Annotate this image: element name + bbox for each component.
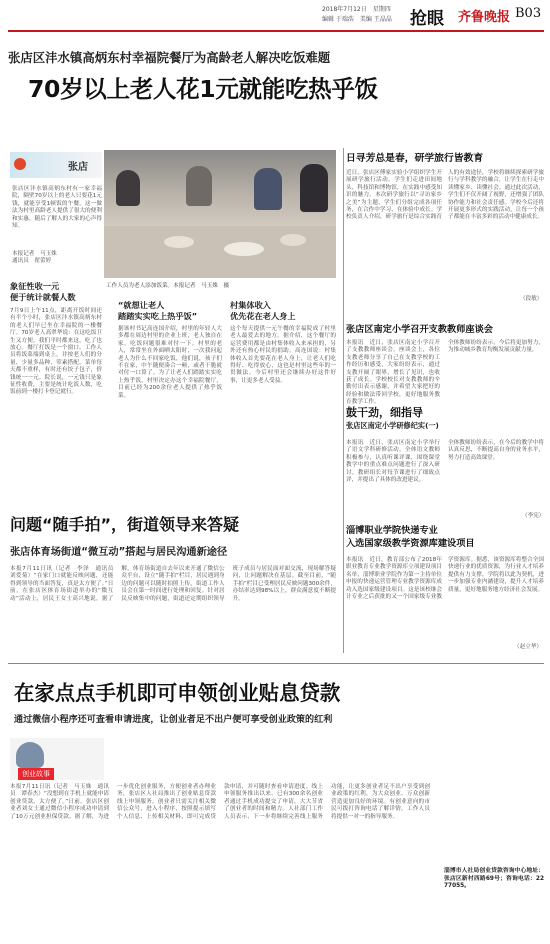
person-icon <box>16 742 44 768</box>
col3-title: 村集体收入 优先花在老人身上 <box>230 300 296 321</box>
page-date: 2018年7月12日 星期四 <box>322 6 391 13</box>
logo-text: 张店 <box>68 162 88 173</box>
story1-kicker: 张店区沣水镇高炳东村幸福院餐厅为高龄老人解决吃饭难题 <box>8 50 331 65</box>
story7-headline: 在家点点手机即可申领创业贴息贷款 <box>14 681 341 705</box>
photo-table <box>104 226 336 278</box>
story4-headline: 张店区南定小学召开支教教师座谈会 <box>346 324 493 335</box>
story7-tag-label: 创业故事 <box>18 768 54 780</box>
right-column-rule <box>343 148 344 653</box>
story5-body: 本报讯 近日，张店区南定小学举行了语文学科研修活动。全体语文教师积极参与，认真听课评课，围绕课堂教学中的重点难点问题进行了深入研讨。教研组长对每节课进行了细致点评，并提出了具体的改进建议。 <box>346 440 440 484</box>
story2-body: 本报7月11日讯（记者 李泽 通讯员 刘爱菊）“在家门口就能反映问题，还能得到领导的当面答复，真是太方便了。”日前，在张店区体育场街道举办的“微互动”活动上，居民王女士高兴地说。据了解，体育场街道自去年以来开通了微信公众平台，设立“随手拍”栏目，居民遇到身边的问题可以随时拍照上传，街道工作人员会在第一时间进行处理和回复。针对居民反映集中的问题，街道还定期组织领导班子成员与居民面对面交流，现场解答疑问，让问题解决在基层。截至目前，“随手拍”栏目已受理居民反映问题300余件，办结率达到98%以上，群众满意度不断提升。 <box>10 566 336 602</box>
story3-source: （段敏） <box>520 296 543 302</box>
story7-tag-box <box>10 738 104 780</box>
story7-body: 本报7月11日讯（记者 马玉姝 通讯员 谭春杰）“没想到在手机上就能申请创业贷款，太方便了。”日前，张店区创业者刘女士通过微信小程序成功申请到了10万元创业担保贷款。据了解，为进一步优化创业服务，方便创业者办理业务，张店区人社局推出了创业贴息贷款线上申领服务。创业者只需关注相关微信公众号，进入小程序，按照提示填写个人信息、上传相关材料，即可完成贷款申请，并可随时查看申请进度。线上申领服务推出以来，已有300余名创业者通过手机成功提交了申请，大大节省了创业者的时间和精力。人社部门工作人员表示，下一步将继续完善线上服务功能，让更多创业者足不出户享受到创业政策的红利，为大众创业、万众创新营造更加良好的环境。有创业意向的市民可拨打咨询电话了解详情，工作人员将提供一对一的指导服务。 <box>10 784 430 820</box>
top-rule <box>8 30 544 32</box>
story1-logo <box>10 152 102 178</box>
story5-subhead: 张店区南定小学研修纪实(一) <box>346 421 439 430</box>
story6-body: 本报讯 近日，教育部公布了2018年职业教育专业教学资源库立项建设项目名单，淄博职业学院作为第一主持单位申报的快递运营管理专业教学资源库成功入选国家级建设项目。这是该校继会计专业之后获批的又一个国家级专业教学资源库。据悉，该资源库将整合全国快递行业的优质资源，为行业人才培养提供有力支撑。学院将以此为契机，进一步加强专业内涵建设，提升人才培养质量，更好地服务地方经济社会发展。 <box>346 557 544 601</box>
photo-person-1 <box>116 170 140 206</box>
story7-subhead: 通过微信小程序还可查看申请进度，让创业者足不出户便可享受创业政策的红利 <box>14 715 333 725</box>
story5-extra: 全体教师纷纷表示，在今后的教学中将认真反思，不断提高自身的业务水平，努力打造高效课堂。 <box>448 440 544 461</box>
photo-person-3 <box>254 168 282 210</box>
photo-person-2 <box>186 166 212 206</box>
photo-bowl-2 <box>224 242 264 256</box>
page-number: B03 <box>515 6 542 21</box>
story7-top-rule <box>8 663 544 664</box>
story1-photo-caption: 工作人员为老人添加饭菜。本报记者 马玉姝 摄 <box>106 283 230 289</box>
col3-body: 这个每天提供一元午餐的幸福院成了村里老人最爱去的地方。据介绍，这个餐厅的运营费用都是由村集体收入来承担的，另外还有热心村民的捐助。高连国说：村集体收入首先要花在老人身上，让老人们吃得好、吃得放心，这也是村里这些年的一贯做法。今后村里还会继续办好这件好事，让更多老人受益。 <box>230 326 336 384</box>
story1-headline: 70岁以上老人花1元就能吃热乎饭 <box>28 75 378 103</box>
story7-contact: 淄博市人社局创业贷款咨询中心地址：张店区新村西路69号；咨询电话：2277055。 <box>444 868 544 890</box>
logo-circle-icon <box>14 158 26 170</box>
story3-body: 近日，张店区傅家实验小学组织学生开展研学旅行活动。学生们走进田间地头、科技馆和博物馆，在实践中感受知识的魅力。本次研学旅行以“寻访家乡之美”为主题，学生们分组完成各项任务，在合作中学习，在体验中成长。学校负责人介绍，研学旅行是综合实践育人的有效途径，学校将继续探索研学旅行与学科教学的融合，让学生在行走中读懂家乡、读懂社会。通过此次活动，学生们不仅开阔了视野，还增强了团队协作能力和社会责任感。学校今后还将开展更多形式的实践活动，让每一个孩子都能在丰富多彩的活动中健康成长。 <box>346 170 544 221</box>
story2-headline: 问题“随手拍”，街道领导来答疑 <box>10 515 240 534</box>
story2-subhead: 张店体育场街道“微互动”搭起与居民沟通新途径 <box>10 547 228 558</box>
story1-lead: 张店区沣水镇高炳东村有一家幸福院，隔壁70岁以上的老人只要花1元钱，就能享受1顿饭的午餐，这一做法为村里高龄老人提供了很大的便利和实惠。随后了解人的大家的心声得知。 <box>12 186 102 230</box>
col2-title: “就想让老人 踏踏实实吃上热乎饭” <box>118 300 198 321</box>
photo-bowl-1 <box>164 236 194 248</box>
col2-body: 据该村书记高连国介绍，村里的年轻人大多都在周边村里的企业上班，老人独自在家，吃饭问题很难对付一下。村里的老人，常常坐在外面晒太阳时，一次我问起老人为什么不回家吃饭，他们说，孩子们不在家，中午随便凑合一顿，或者干脆就对付一口算了。为了让老人们踏踏实实吃上热乎饭，村里决定办这个幸福院餐厅，目前已经为200余位老人提供了热乎饭菜。 <box>118 326 222 399</box>
story5-headline: 鼓干劲，细指导 <box>346 406 423 419</box>
col1-title: 象征性收一元 便于统计就餐人数 <box>10 281 76 302</box>
brand-logo: 齐鲁晚报 <box>458 10 511 25</box>
story1-byline: 本报记者 马玉姝 通讯员 翟蕾婷 <box>12 251 57 265</box>
section-name: 抢眼 <box>410 9 444 29</box>
story6-headline: 淄博职业学院快递专业 入选国家级教学资源库建设项目 <box>346 525 475 549</box>
story1-photo <box>104 150 336 278</box>
story4-body: 本报讯 近日，张店区南定小学召开了支教教师座谈会。座谈会上，各位支教老师分享了自己在支教学校的工作经历和感受，大家纷纷表示，通过支教开阔了眼界，增长了见识，也收获了成长。学校校长对支教教师的辛勤付出表示感谢，并希望大家把好的经验和做法带回学校，更好地服务教育教学工作。 <box>346 340 440 406</box>
page-editors: 编辑 于瑞浩 美编 王晶晶 <box>322 16 392 23</box>
story5-source: （李宪） <box>522 513 545 519</box>
story4-extra: 全体教师纷纷表示，今后将更加努力，为推动城乡教育均衡发展贡献力量。 <box>448 340 544 354</box>
col1-body: 7月9日上午11点，距离开饭时间还有半个小时，张店区沣水镇高炳东村的老人们早已坐在幸福院的一楼餐厅。70岁老人高翠华说：在这吃饭卫生又方便，我们平时都来这，吃了也放心。餐厅打饭是一个窗口，工作人员将饭菜端到桌上，并按老人们的分量、少量多品种、荤素搭配，菜单每天都不重样，有时还有饺子包子，价钱统一一元。院长说，一元钱只是象征性收费，主要是统计吃饭人数，吃饭前到一楼打卡登记就行。 <box>10 308 102 396</box>
photo-bowl-3 <box>280 234 306 246</box>
photo-person-4 <box>300 164 328 212</box>
story3-headline: 日寻芳总是春，研学旅行皆教育 <box>346 153 484 164</box>
story6-source: （赵立华） <box>514 644 542 650</box>
